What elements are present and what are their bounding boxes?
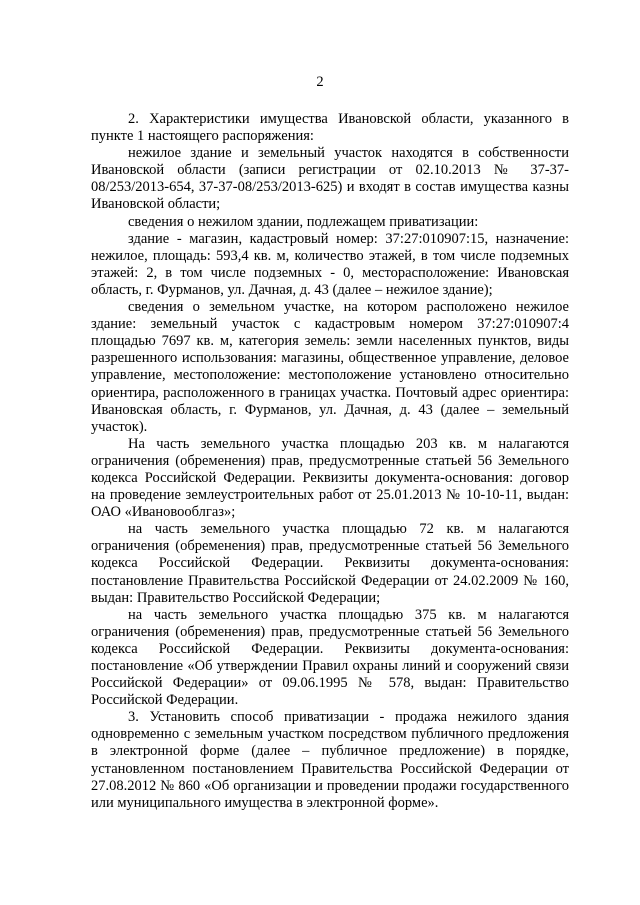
paragraph-item-2-heading: 2. Характеристики имущества Ивановской области, указанного в пункте 1 настоящего распоряжения: bbox=[91, 111, 569, 145]
page-number: 2 bbox=[316, 74, 324, 90]
document-body bbox=[91, 111, 569, 812]
paragraph-encumbrance-203: На часть земельного участка площадью 203 кв. м налагаются ограничения (обременения) прав, предусмотренные статьей 56 Земельного кодекса Российской Федерации. Реквизиты документа-основания: договор на проведение землеустроительных работ от 25.01.2013 № 10-10-11, выдан: ОАО «Ивановооблгаз»; bbox=[91, 435, 569, 521]
paragraph-encumbrance-375: на часть земельного участка площадью 375 кв. м налагаются ограничения (обременения) прав, предусмотренные статьей 56 Земельного кодекса Российской Федерации. Реквизиты документа-основания: постановление «Об утверждении Правил охраны линий и сооружений связи Российской Федерации» от 09.06.1995 № 578, выдан: Правительство Российской Федерации. bbox=[91, 606, 569, 709]
paragraph-ownership: нежилое здание и земельный участок находятся в собственности Ивановской области (записи регистрации от 02.10.2013 № 37-37-08/253/2013-654, 37-37-08/253/2013-625) и входят в состав имущества казны Ивановской области; bbox=[91, 145, 569, 213]
paragraph-encumbrance-72: на часть земельного участка площадью 72 кв. м налагаются ограничения (обременения) прав, предусмотренные статьей 56 Земельного кодекса Российской Федерации. Реквизиты документа-основания: постановление Правительства Российской Федерации от 24.02.2009 № 160, выдан: Правительство Российской Федерации; bbox=[91, 521, 569, 606]
paragraph-item-3-privatization: 3. Установить способ приватизации - продажа нежилого здания одновременно с земельным участком посредством публичного предложения в электронной форме (далее – публичное предложение) в порядке, установленном постановлением Правительства Российской Федерации от 27.08.2012 № 860 «Об организации и проведении продажи государственного или муниципального имущества в электронной форме». bbox=[91, 709, 569, 811]
paragraph-land-details: сведения о земельном участке, на котором расположено нежилое здание: земельный участок с кадастровым номером 37:27:010907:4 площадью 7697 кв. м, категория земель: земли населенных пунктов, виды разрешенного использования: магазины, общественное управление, деловое управление, местоположение: местоположение установлено относительно ориентира, расположенного в границах участка. Почтовый адрес ориентира: Ивановская область, г. Фурманов, ул. Дачная, д. 43 (далее – земельный участок). bbox=[91, 299, 569, 435]
paragraph-building-details: здание - магазин, кадастровый номер: 37:27:010907:15, назначение: нежилое, площадь: 593,4 кв. м, количество этажей, в том числе подземных этажей: 2, в том числе подземных - 0, месторасположение: Ивановская область, г. Фурманов, ул. Дачная, д. 43 (далее – нежилое здание); bbox=[91, 230, 569, 298]
paragraph-building-heading: сведения о нежилом здании, подлежащем приватизации: bbox=[128, 213, 479, 230]
